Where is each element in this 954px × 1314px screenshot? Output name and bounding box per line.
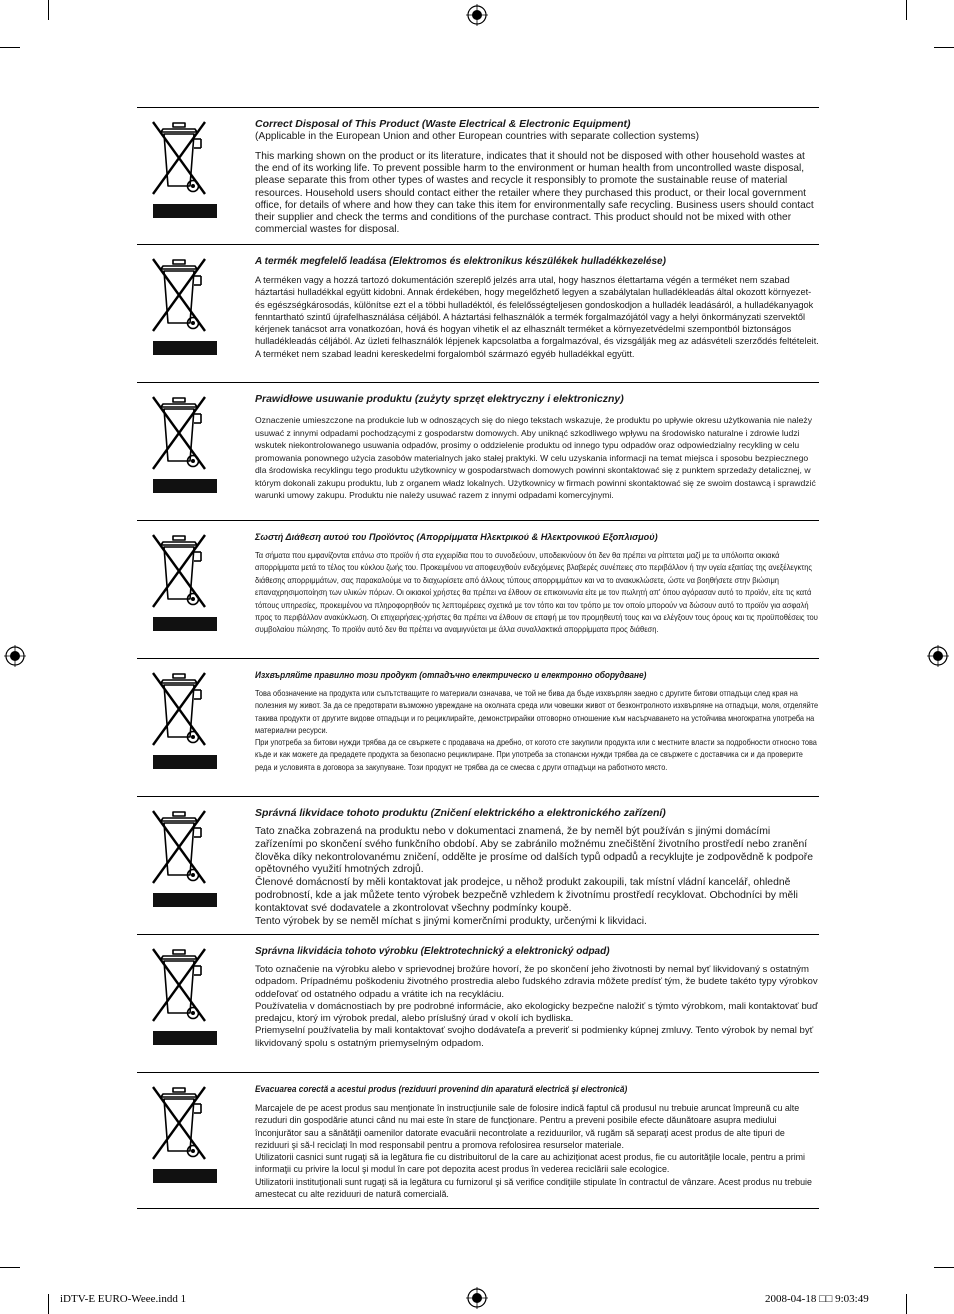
weee-black-bar [153,341,217,355]
weee-symbol [149,945,215,1045]
crossed-out-wheelie-bin-icon [149,531,209,617]
section-title: Správná likvidace tohoto produktu (Zničení elektrického a elektronického zařízení) [255,807,666,819]
section-title: Correct Disposal of This Product (Waste Electrical & Electronic Equipment) [255,118,631,130]
weee-notice-sheet [137,107,819,1209]
section-body: Tato značka zobrazená na produktu nebo v dokumentaci znamená, že by neměl být používán s jinými domácími zařízeními po skončení svého funkčního období. Aby se zabránilo možnému znečištění životního prostředí nebo zranění člověka díky nekontrolovanému zničení, oddělte je prosíme od dalších typů odpadů a recyklujte je zodpovědně k podpoře opětovného využití hmotných zdrojů. Členové domácností by měli kontaktovat jak prodejce, u něhož produkt zakoupili, tak místní vládní kancelář, ohledně podrobností, kde a jak můžete tento výrobek bezpečně vzhledem k životnímu prostředí recyklovat. Obchodníci by měli kontaktovat své dodavatele a zkontrolovat všechny podmínky koupě. Tento výrobek by se neměl míchat s jinými komerčními produkty, určenými k likvidaci. [255,826,813,927]
weee-symbol [149,669,215,769]
section-text [255,1073,819,1200]
crossed-out-wheelie-bin-icon [149,255,209,341]
crop-mark [906,1294,907,1314]
crossed-out-wheelie-bin-icon [149,807,209,893]
crop-mark [48,1294,49,1314]
weee-symbol [149,393,215,493]
weee-symbol [149,1083,215,1183]
weee-black-bar [153,1031,217,1045]
section-title: A termék megfelelő leadása (Elektromos és elektronikus készülékek hulladékkezelése) [255,256,666,267]
crop-mark [934,47,954,48]
section-body: Marcajele de pe acest produs sau menţionate în instrucţiunile sale de folosire indică faptul că produsul nu trebuie aruncat împreună cu alte rezuduri din gospodărie atunci când nu mai este în stare de funcţionare. Pentru a preveni posibile efecte dăunătoare asupra mediului înconjurător sau a sănătăţii oamenilor datorate evacuării necontrolate a reziduurilor, vă rugăm să separaţi acest produs de alte tipuri de reziduuri şi să-l reciclaţi în mod responsabil pentru a promova refolosirea resurselor materiale. Utilizatorii casnici sunt rugaţi să ia legătura fie cu distribuitorul de la care au achiziţionat acest produs, fie cu autorităţile locale, pentru a primi informaţii cu privire la locul şi modul în care pot depozita acest produs în vederea reciclării sale ecologice. Utilizatorii instituţionali sunt rugaţi să ia legătura cu furnizorul şi să verifice condiţiile stipulate în contractul de vânzare. Acest produs nu trebuie amestecat cu alte reziduuri de natură comercială. [255,1103,812,1200]
section-text [255,108,819,236]
weee-black-bar [153,617,217,631]
section-body: Oznaczenie umieszczone na produkcie lub w odnoszących się do niego tekstach wskazuje, że produktu po upływie okresu użytkowania nie należy usuwać z innymi odpadami pochodzącymi z gospodarstw domowych. Aby uniknąć szkodliwego wpływu na środowisko naturalne i zdrowie ludzi wskutek niekontrolowanego usuwania odpadów, prosimy o oddzielenie produktu od innego typu odpadów oraz odpowiedzialny recykling w celu promowania ponownego użycia zasobów materialnych jako stałej praktyki. W celu uzyskania informacji na temat miejsca i sposobu bezpiecznego dla środowiska recyklingu tego produktu użytkownicy w gospodarstwach domowych powinni skontaktować się z punktem sprzedaży detalicznej, w którym dokonali zakupu produktu, lub z organem władz lokalnych. Użytkownicy w firmach powinni skontaktować się ze swoim dostawcą i sprawdzić warunki umowy zakupu. Produktu nie należy usuwać razem z innymi odpadami komercyjnymi. [255,415,816,500]
footer-timestamp: 2008-04-18 □□ 9:03:49 [765,1293,869,1305]
crossed-out-wheelie-bin-icon [149,945,209,1031]
registration-mark-icon [927,645,949,667]
weee-black-bar [153,479,217,493]
weee-symbol [149,807,215,907]
crop-mark [48,0,49,20]
section-title: Σωστή Διάθεση αυτού του Προϊόντος (Απορρίμματα Ηλεκτρικού & Ηλεκτρονικού Εξοπλισμού) [255,532,658,543]
registration-mark-icon [4,645,26,667]
crossed-out-wheelie-bin-icon [149,393,209,479]
crop-mark [0,47,20,48]
weee-black-bar [153,1169,217,1183]
crop-mark [934,1267,954,1268]
section-text [255,659,819,774]
section-body: Това обозначение на продукта или съпътстващите го материали означава, че той не бива да бъде изхвърлян заедно с другите битови отпадъци след края на полезния му живот. За да се предотврати възможно увреждане на околната среда или човешки живот от безконтролното изхвърляне на отпадъци, моля, отделяйте такива продукти от другите видове отпадъци и го рециклирайте, демонстрирайки отговорно отношение към насърчаването на устойчива многократна употреба на материални ресурси. При употреба за битови нужди трябва да се свържете с продавача на дребно, от когото сте закупили продукта или с местните власти за подробности относно това къде и как можете да предадете продукта за безопасно рециклиране. При употреба за стопански нужди трябва да се свържете с доставчика си и да проверите реда и условията в договора за закупуване. Този продукт не трябва да се смесва с други отпадъци на работното място. [255,689,819,772]
crop-mark [906,0,907,20]
section-text [255,521,819,637]
section-title: Prawidłowe usuwanie produktu (zużyty sprzęt elektryczny i elektroniczny) [255,393,624,405]
weee-black-bar [153,204,217,218]
section-text [255,797,819,928]
weee-symbol [149,255,215,355]
crossed-out-wheelie-bin-icon [149,1083,209,1169]
section-body: A terméken vagy a hozzá tartozó dokumentáción szereplő jelzés arra utal, hogy hasznos élettartama végén a terméket nem szabad háztartási hulladékkal együtt kidobni. Annak érdekében, hogy megelőzhető legyen a szabálytalan hulladékleadás által okozott környezet- és egészségkárosodás, különítse ezt el a többi hulladéktól, és felelősségteljesen gondoskodjon a hulladék leadásáról, a hulladékanyagok fenntartható szintű újrafelhasználása céljából. A háztartási felhasználók a termék forgalmazójától vagy a helyi önkormányzati szervektől kérjenek tanácsot arra vonatkozóan, hová és hogyan vihetik el az elhasznált terméket a környezetvédelmi szempontból biztonságos hulladékleadás céljából. Az üzleti felhasználók lépjenek kapcsolatba a forgalmazóval, és vizsgálják meg az adásvételi szerződés feltételeit. A terméket nem szabad leadni kereskedelmi forgalomból származó egyéb hulladékkal együtt. [255,275,819,359]
section-text [255,935,819,1050]
disposal-section [137,796,819,934]
section-title: Evacuarea corectă a acestui produs (reziduuri provenind din aparatură electrică şi electronică) [255,1084,628,1094]
disposal-section [137,1072,819,1209]
disposal-section [137,658,819,796]
weee-symbol [149,118,215,218]
crossed-out-wheelie-bin-icon [149,669,209,755]
footer-file-name: iDTV-E EURO-Weee.indd 1 [60,1293,187,1305]
section-body: Τα σήματα που εμφανίζονται επάνω στο προϊόν ή στα εγχειρίδια που το συνοδεύουν, υποδεικνύουν ότι δεν θα πρέπει να ρίπτεται μαζί με τα υπόλοιπα οικιακά απορρίμματα μετά το τέλος του κύκλου ζωής του. Προκειμένου να αποφευχθούν ενδεχόμενες βλαβερές συνέπειες στο περιβάλλον ή την υγεία εξαιτίας της ανεξέλεγκτης διάθεσης απορριμμάτων, σας παρακαλούμε να το διαχωρίσετε από άλλους τύπους απορριμμάτων και να το ανακυκλώσετε, ώστε να βοηθήσετε στην βιώσιμη επαναχρησιμοποίηση των υλικών πόρων. Οι οικιακοί χρήστες θα πρέπει να έλθουν σε επικοινωνία είτε με τον πωλητή απ' όπου αγόρασαν αυτό το προϊόν, είτε τις κατά τόπους υπηρεσίες, προκειμένου να πληροφορηθούν τις λεπτομέρειες σχετικά με τον τόπο και τον τρόπο με τον οποίο μπορούν να δώσουν αυτό το προϊόν για ασφαλή προς το περιβάλλον ανακύκλωση. Οι επιχειρήσεις-χρήστες θα πρέπει να έλθουν σε επαφή με τον προμηθευτή τους και να ελέγξουν τους όρους και τις προϋποθέσεις του συμβολαίου πώλησης. Το προϊόν αυτό δεν θα πρέπει να αναμιγνύεται με άλλα συναλλακτικά απορρίμματα προς διάθεση. [255,551,818,635]
weee-symbol [149,531,215,631]
section-title: Изхвърляйте правилно този продукт (отпадъчно електрическо и електронно оборудване) [255,670,647,680]
section-subtitle: (Applicable in the European Union and other European countries with separate collection systems) [255,131,699,142]
crop-mark [0,1267,20,1268]
disposal-section [137,382,819,520]
section-text [255,383,819,502]
disposal-section [137,107,819,244]
section-text [255,245,819,360]
section-body: Toto označenie na výrobku alebo v sprievodnej brožúre hovorí, že po skončení jeho životnosti by nemal byť likvidovaný s ostatným odpadom. Prípadnému poškodeniu životného prostredia alebo ľudského zdravia môžete predísť tým, že budete takéto typy výrobkov oddeľovať od ostatného odpadu a vrátite ich na recykláciu. Používatelia v domácnostiach by pre podrobné informácie, ako ekologicky bezpečne naložiť s týmto výrobkom, mali kontaktovať buď predajcu, ktorý im výrobok predal, alebo príslušný úrad v okolí ich bydliska. Priemyselní používatelia by mali kontaktovať svojho dodávateľa a preveriť si podmienky kúpnej zmluvy. Tento výrobok by nemal byť likvidovaný spolu s ostatným priemyselným odpadom. [255,964,818,1049]
weee-black-bar [153,755,217,769]
disposal-section [137,934,819,1072]
registration-mark-icon [466,1287,488,1309]
weee-black-bar [153,893,217,907]
disposal-section [137,520,819,658]
crossed-out-wheelie-bin-icon [149,118,209,204]
section-body: This marking shown on the product or its literature, indicates that it should not be disposed with other household wastes at the end of its working life. To prevent possible harm to the environment or human health from uncontrolled waste disposal, please separate this from other types of wastes and recycle it responsibly to promote the sustainable reuse of material resources. Household users should contact either the retailer where they purchased this product, or their local government office, for details of where and how they can take this item for environmentally safe recycling. Business users should contact their supplier and check the terms and conditions of the purchase contract. This product should not be mixed with other commercial wastes for disposal. [255,151,814,236]
registration-mark-icon [466,4,488,26]
disposal-section [137,244,819,382]
section-title: Správna likvidácia tohoto výrobku (Elektrotechnický a elektronický odpad) [255,946,610,957]
